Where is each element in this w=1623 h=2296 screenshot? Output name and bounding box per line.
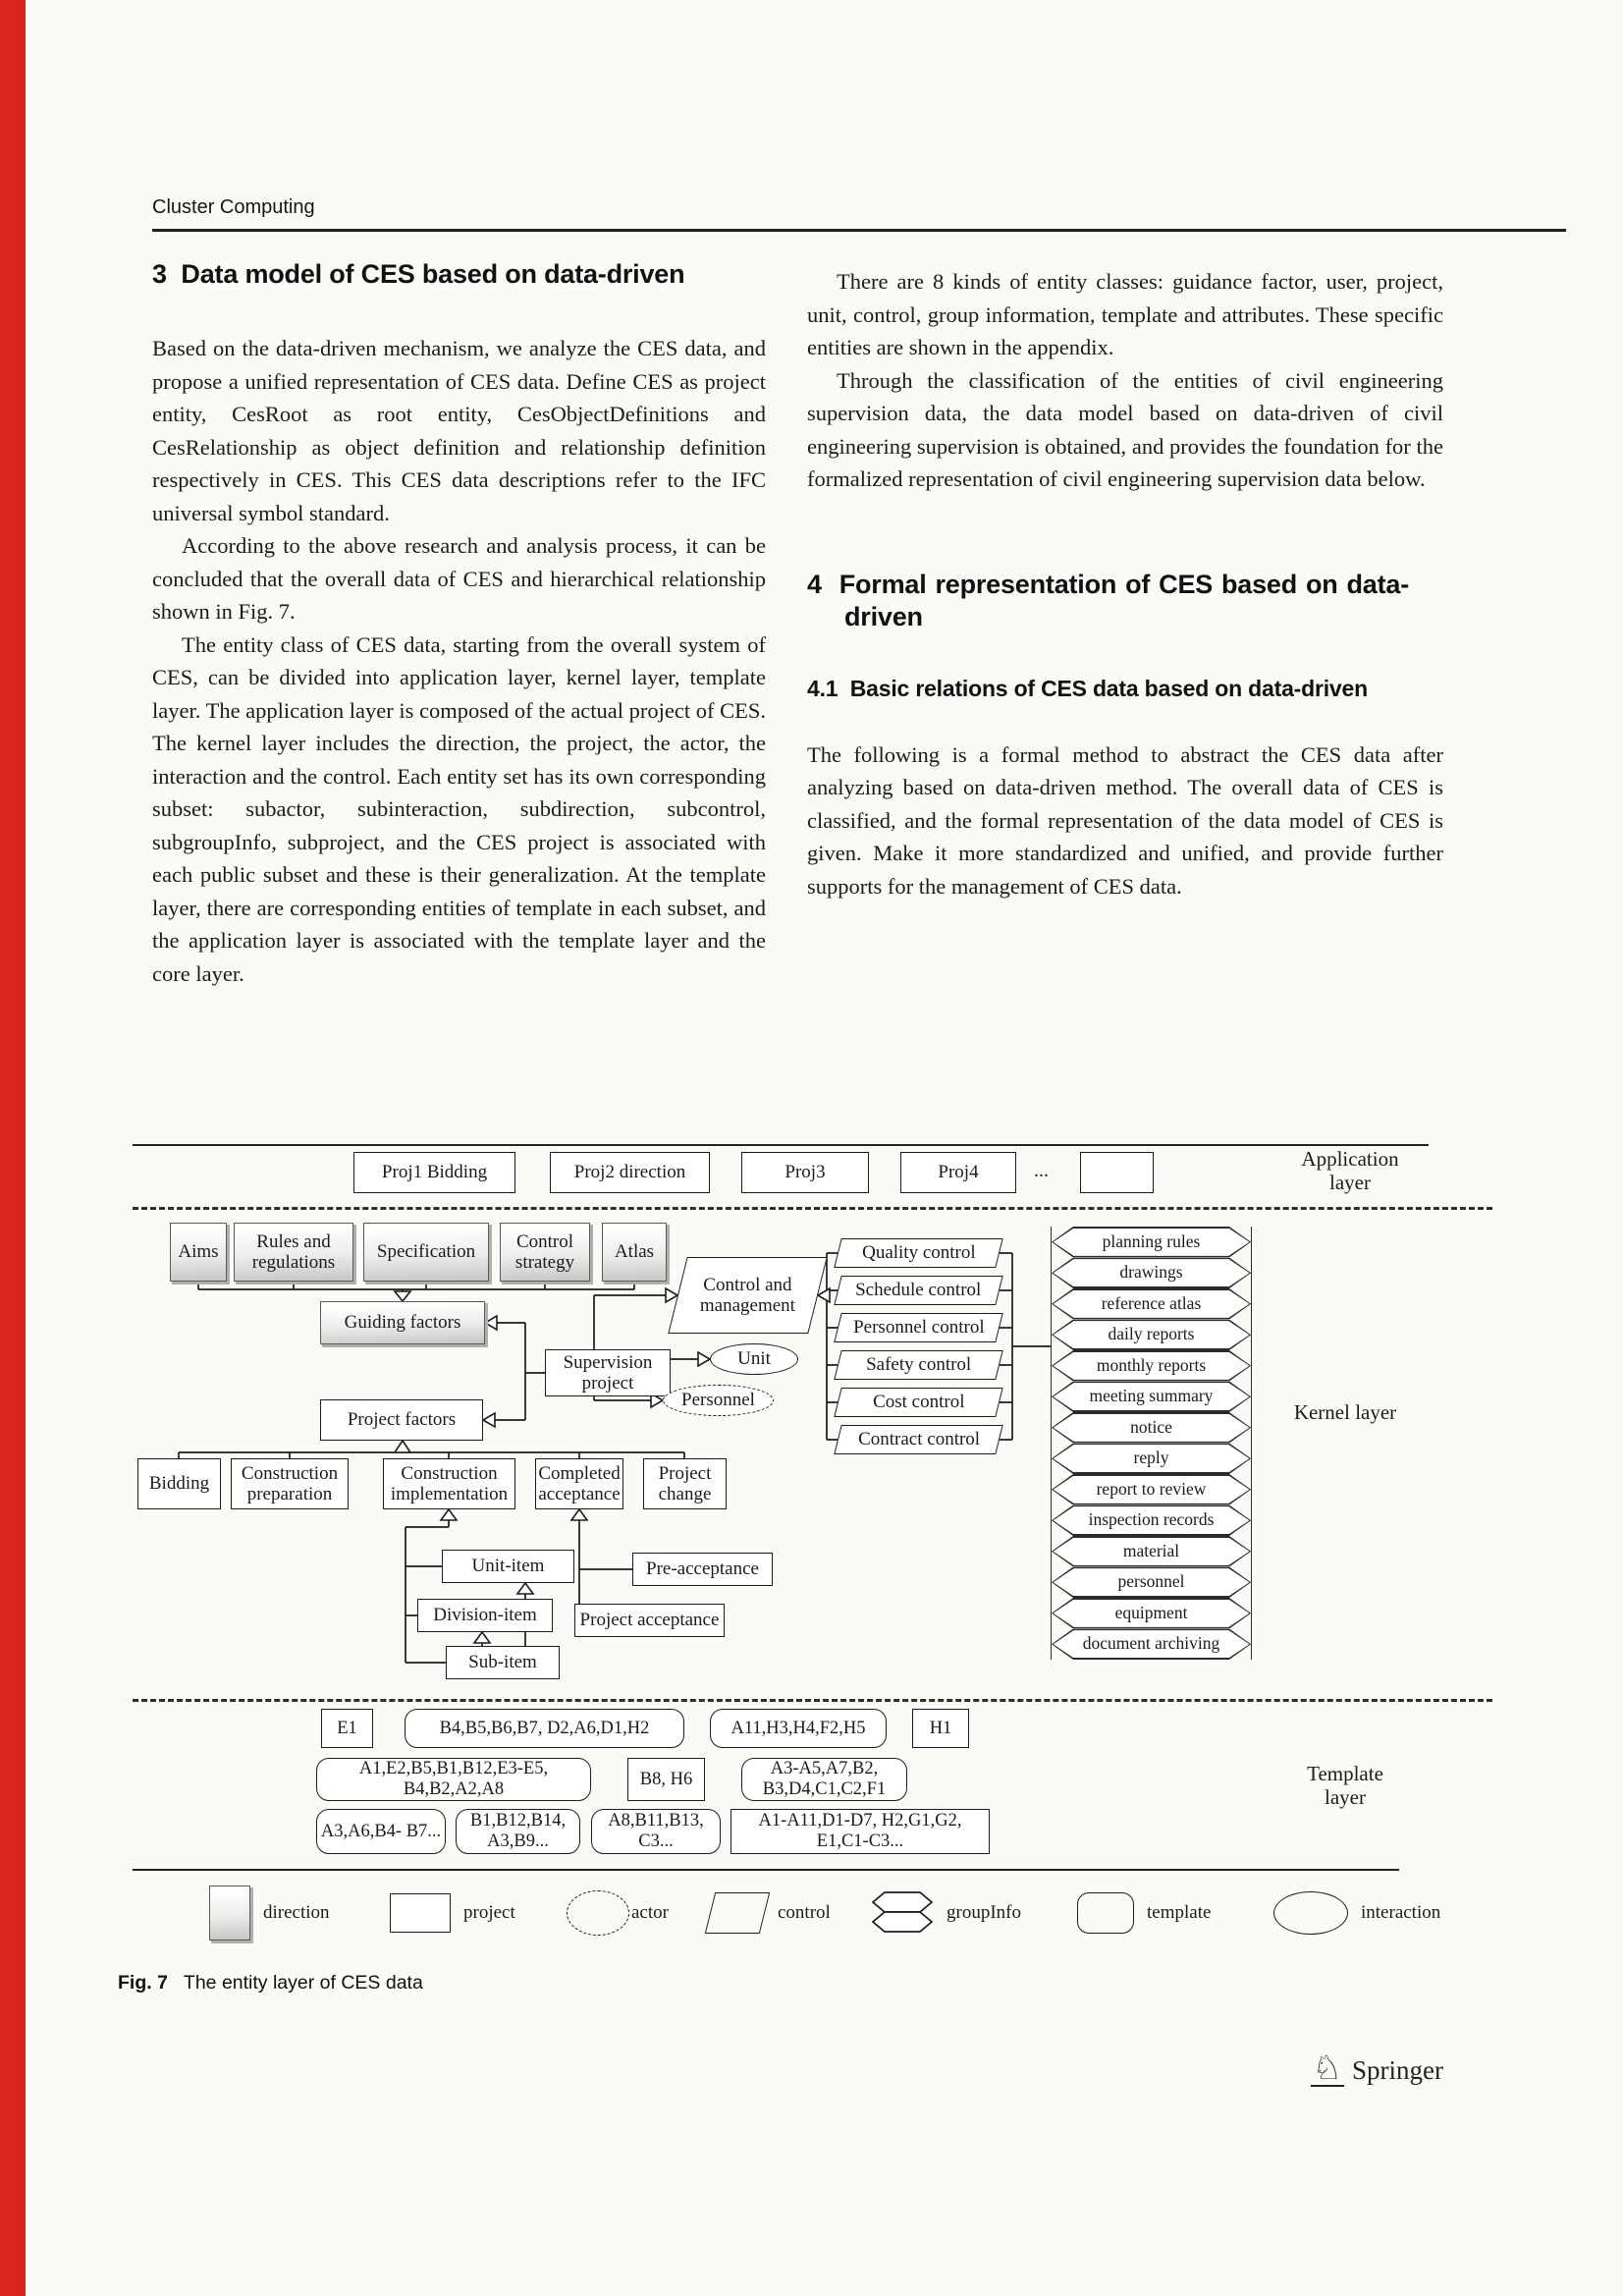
section-3-heading: 3 Data model of CES based on data-driven — [152, 259, 685, 289]
groupinfo-item: personnel — [1052, 1567, 1251, 1599]
control-shape: Personnel control — [834, 1313, 1002, 1342]
direction-shape-icon — [209, 1886, 250, 1941]
unit-item-box: Unit-item — [442, 1550, 574, 1583]
left-column — [152, 332, 766, 990]
groupinfo-item: planning rules — [1052, 1227, 1251, 1258]
direction-box: Control strategy — [500, 1223, 590, 1282]
template-entity-box: E1 — [321, 1709, 373, 1748]
control-shape: Safety control — [834, 1350, 1002, 1380]
groupinfo-item: daily reports — [1052, 1320, 1251, 1351]
running-head: Cluster Computing — [152, 196, 315, 218]
groupinfo-item: inspection records — [1052, 1505, 1251, 1537]
section-4-1-heading: 4.1 Basic relations of CES data based on data-driven — [807, 675, 1368, 701]
legend-item-direction: direction — [209, 1883, 330, 1943]
pre-acceptance-box: Pre-acceptance — [632, 1553, 773, 1586]
actor-shape-icon — [567, 1890, 629, 1936]
groupinfo-item: document archiving — [1052, 1629, 1251, 1661]
stage-box: Construction implementation — [383, 1458, 515, 1509]
publisher-mark — [1247, 2050, 1443, 2087]
right-column — [807, 265, 1443, 902]
scan-edge-bar — [0, 0, 26, 2296]
template-entity-box: B8, H6 — [627, 1758, 705, 1801]
paragraph: The following is a formal method to abstract the CES data after analyzing based on data-driven method. The overall data of CES is classified, and the formal representation of the data model of CES is given. Make it more standardized and unified, and provide further supports for the management of CES data. — [807, 741, 1443, 899]
stage-box: Project change — [643, 1458, 727, 1509]
direction-box: Atlas — [602, 1223, 667, 1282]
section-4-heading: 4 Formal representation of CES based on data-driven — [807, 569, 1409, 631]
control-shape: Schedule control — [834, 1276, 1002, 1305]
project-acceptance-box: Project acceptance — [574, 1604, 725, 1637]
project-shape-icon — [390, 1893, 451, 1933]
control-shape-icon — [705, 1892, 770, 1934]
direction-box: Aims — [170, 1223, 227, 1282]
template-entity-box: A11,H3,H4,F2,H5 — [710, 1709, 887, 1748]
direction-box: Specification — [363, 1223, 489, 1282]
template-entity-box: A1-A11,D1-D7, H2,G1,G2, E1,C1-C3... — [730, 1809, 990, 1854]
sub-item-box: Sub-item — [446, 1646, 560, 1679]
legend-item-template: template — [1077, 1883, 1211, 1943]
header-rule — [152, 229, 1566, 232]
groupinfo-item: material — [1052, 1536, 1251, 1567]
groupinfo-item: report to review — [1052, 1474, 1251, 1505]
legend-item-actor: actor — [567, 1883, 669, 1943]
groupinfo-item: reply — [1052, 1444, 1251, 1475]
figure-caption-label: Fig. 7 — [118, 1972, 168, 1994]
figure-7-diagram — [133, 1144, 1441, 1959]
project-box: Proj4 — [900, 1152, 1016, 1193]
legend-item-interaction: interaction — [1273, 1883, 1440, 1943]
groupinfo-item: monthly reports — [1052, 1350, 1251, 1382]
groupinfo-item: equipment — [1052, 1598, 1251, 1629]
paragraph: According to the above research and analysis process, it can be concluded that the overall data of CES and hierarchical relationship shown in Fig. 7. — [152, 533, 766, 624]
springer-knight-icon: ♘ — [1312, 2050, 1343, 2087]
kernel-layer-label: Kernel layer — [1293, 1400, 1397, 1425]
ellipsis: ... — [1034, 1160, 1049, 1181]
paragraph: Based on the data-driven mechanism, we analyze the CES data, and propose a unified representation of CES data. Define CES as project entity, CesRoot as root entity, CesObjectDefinitions and CesRelationship as object definition and relationship definition respectively in CES. This CES data descriptions refer to the IFC universal symbol standard. — [152, 336, 766, 525]
guiding-factors-box: Guiding factors — [320, 1301, 485, 1344]
stage-box: Construction preparation — [231, 1458, 349, 1509]
control-shape: Cost control — [834, 1388, 1002, 1417]
project-box: Proj3 — [741, 1152, 869, 1193]
template-entity-box: H1 — [912, 1709, 969, 1748]
template-shape-icon — [1077, 1892, 1134, 1934]
supervision-project-box: Supervision project — [545, 1349, 671, 1396]
groupinfo-item: drawings — [1052, 1258, 1251, 1289]
paragraph: There are 8 kinds of entity classes: guidance factor, user, project, unit, control, group information, template and attributes. These specific entities are shown in the appendix. — [807, 269, 1443, 359]
groupinfo-column — [1051, 1227, 1252, 1660]
direction-box: Rules and regulations — [234, 1223, 353, 1282]
template-entity-box: A3-A5,A7,B2, B3,D4,C1,C2,F1 — [741, 1758, 907, 1801]
stage-box: Completed acceptance — [535, 1458, 623, 1509]
paragraph: The entity class of CES data, starting from the overall system of CES, can be divided into application layer, kernel layer, template layer. The application layer is composed of the actual project of CES. The kernel layer includes the direction, the project, the actor, the interaction and the control. Each entity set has its own corresponding subset: subactor, subinteraction, subdirection, subcontrol, subgroupInfo, subproject, and the CES project is associated with each public subset and these is their generalization. At the template layer, there are corresponding entities of template in each subset, and the application layer is associated with the template layer and the core layer. — [152, 631, 767, 986]
template-entity-box: B4,B5,B6,B7, D2,A6,D1,H2 — [405, 1709, 684, 1748]
stage-box: Bidding — [137, 1458, 221, 1509]
template-entity-box: A3,A6,B4- B7... — [316, 1809, 446, 1854]
template-layer-label: Template layer — [1307, 1762, 1383, 1809]
template-entity-box: A1,E2,B5,B1,B12,E3-E5, B4,B2,A2,A8 — [316, 1758, 591, 1801]
empty-project-box — [1080, 1152, 1154, 1193]
figure-caption — [118, 1972, 423, 1995]
figure-caption-text: The entity layer of CES data — [183, 1972, 423, 1994]
project-factors-box: Project factors — [320, 1399, 483, 1441]
legend-item-control: control — [710, 1883, 831, 1943]
publisher-name: Springer — [1352, 2055, 1443, 2085]
groupinfo-shape-icon — [871, 1889, 934, 1937]
application-layer-label: Application layer — [1301, 1147, 1399, 1194]
control-and-management-shape: Control and management — [668, 1257, 827, 1334]
paragraph: Through the classification of the entities of civil engineering supervision data, the data model based on data-driven of civil engineering supervision is obtained, and provides the foundation for the formalized representation of civil engineering supervision data below. — [807, 367, 1443, 491]
division-item-box: Division-item — [417, 1599, 553, 1632]
groupinfo-item: reference atlas — [1052, 1288, 1251, 1320]
interaction-shape-icon — [1273, 1891, 1348, 1935]
unit-interaction-ellipse: Unit — [710, 1343, 798, 1375]
groupinfo-item: meeting summary — [1052, 1382, 1251, 1413]
template-entity-box: A8,B11,B13, C3... — [591, 1809, 721, 1854]
personnel-actor-ellipse: Personnel — [663, 1385, 774, 1416]
groupinfo-item: notice — [1052, 1412, 1251, 1444]
legend-item-project: project — [390, 1883, 515, 1943]
legend-item-groupinfo: groupInfo — [871, 1883, 1021, 1943]
project-box: Proj2 direction — [550, 1152, 710, 1193]
control-shape: Contract control — [834, 1425, 1002, 1454]
project-box: Proj1 Bidding — [353, 1152, 515, 1193]
control-shape: Quality control — [834, 1238, 1002, 1268]
template-entity-box: B1,B12,B14, A3,B9... — [456, 1809, 580, 1854]
